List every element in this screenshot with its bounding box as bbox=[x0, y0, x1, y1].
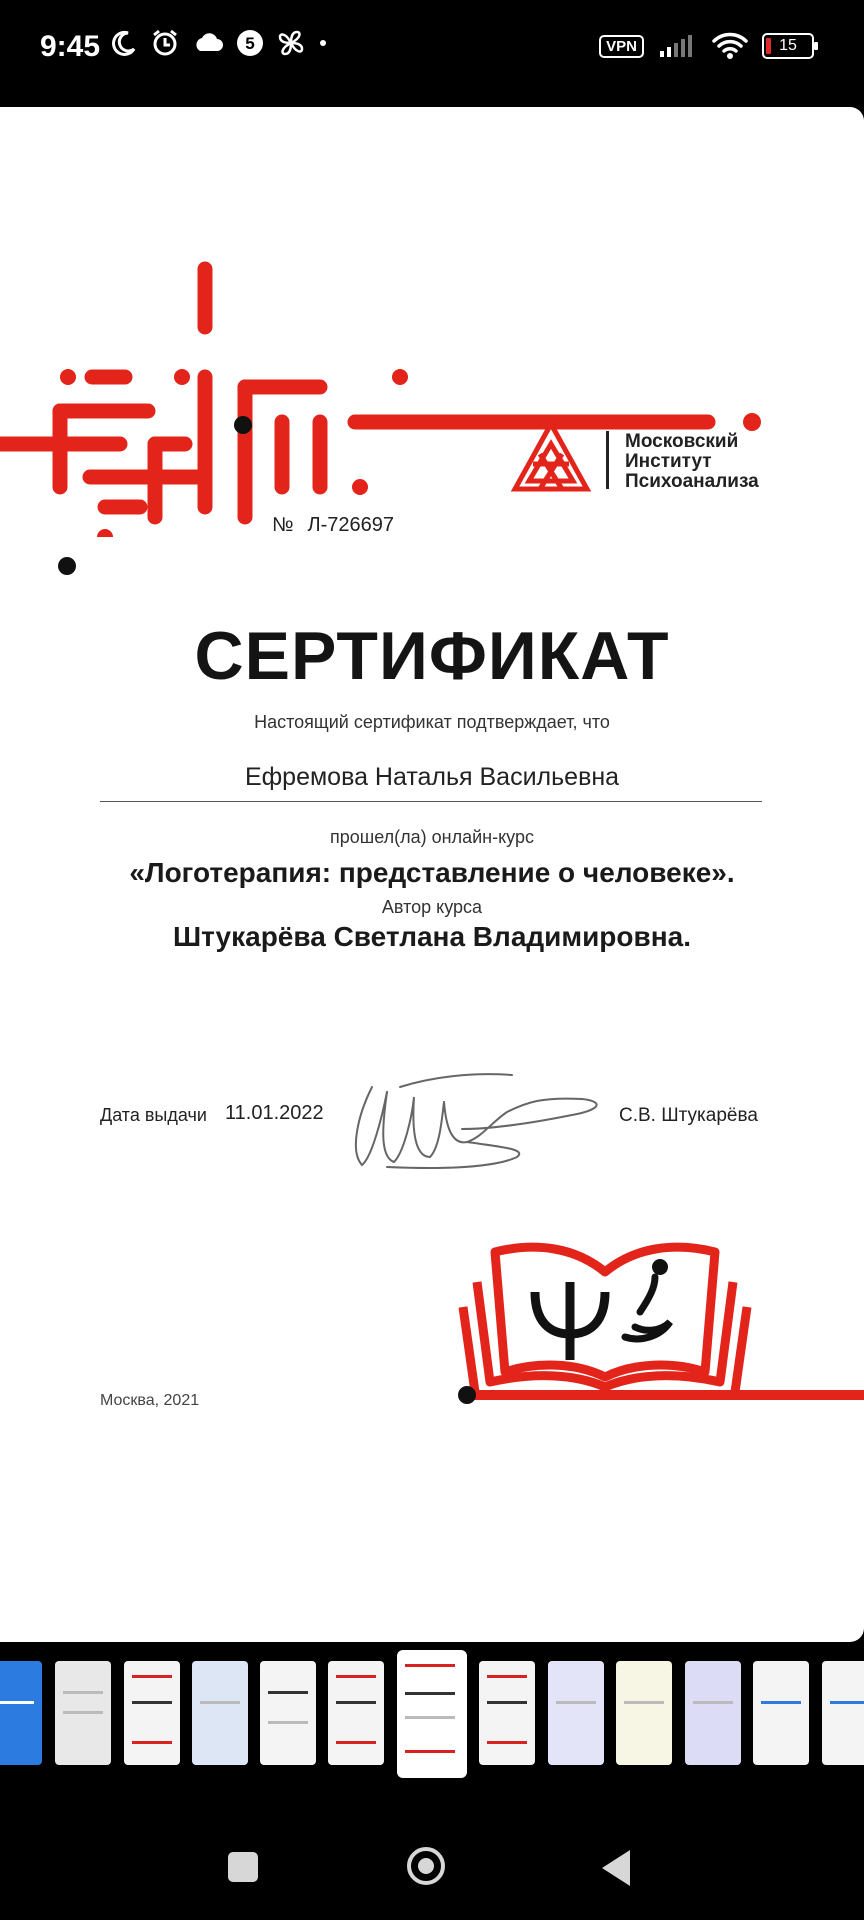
thumbnail[interactable] bbox=[260, 1661, 316, 1765]
certificate-subtitle: Настоящий сертификат подтверждает, что bbox=[254, 712, 610, 732]
app-badge-icon bbox=[236, 29, 264, 57]
battery-cap bbox=[814, 42, 818, 50]
svg-text:5: 5 bbox=[245, 34, 255, 53]
thumbnail[interactable] bbox=[753, 1661, 809, 1765]
city-year: Москва, 2021 bbox=[100, 1392, 200, 1409]
battery-level-fill bbox=[766, 38, 771, 54]
certificate-image[interactable] bbox=[0, 107, 864, 1642]
thumbnail[interactable] bbox=[479, 1661, 535, 1765]
thumbnail-strip[interactable] bbox=[0, 1650, 864, 1770]
author-label: Автор курса bbox=[381, 897, 483, 917]
black-dot-icon bbox=[56, 555, 78, 577]
clock: 9:45 bbox=[40, 30, 101, 63]
completed-label: прошел(ла) онлайн-курс bbox=[330, 827, 534, 847]
course-name: «Логотерапия: представление о человеке». bbox=[129, 857, 735, 888]
wifi-icon bbox=[712, 32, 748, 60]
thumbnail-active[interactable] bbox=[397, 1650, 467, 1778]
thumbnail[interactable] bbox=[685, 1661, 741, 1765]
handwritten-signature bbox=[342, 1057, 612, 1177]
thumbnail[interactable] bbox=[192, 1661, 248, 1765]
thumbnail[interactable] bbox=[55, 1661, 111, 1765]
certificate-title: СЕРТИФИКАТ bbox=[194, 618, 670, 694]
issue-date: 11.01.2022 bbox=[225, 1102, 324, 1124]
thumbnail[interactable] bbox=[822, 1661, 864, 1765]
battery-percent: 15 bbox=[779, 37, 797, 54]
recents-button[interactable] bbox=[228, 1852, 258, 1882]
status-bar bbox=[0, 0, 864, 100]
thumbnail[interactable] bbox=[328, 1661, 384, 1765]
pinwheel-icon bbox=[276, 28, 306, 58]
logo-divider bbox=[606, 431, 609, 489]
recipient-name: Ефремова Наталья Васильевна bbox=[244, 763, 620, 791]
vpn-badge: VPN bbox=[599, 35, 644, 58]
back-button[interactable] bbox=[602, 1850, 630, 1886]
number-value: Л-726697 bbox=[307, 514, 394, 536]
cloud-icon bbox=[192, 31, 224, 55]
institute-triangle-logo bbox=[510, 419, 592, 494]
system-icons bbox=[599, 32, 814, 60]
thumbnail[interactable] bbox=[124, 1661, 180, 1765]
institute-name-line2: Институт bbox=[625, 451, 712, 472]
home-button[interactable] bbox=[407, 1847, 445, 1885]
alarm-icon bbox=[150, 28, 180, 58]
battery-icon bbox=[762, 33, 814, 59]
black-dot-icon bbox=[456, 1384, 478, 1406]
issue-date-label: Дата выдачи bbox=[100, 1105, 207, 1125]
institute-name-line1: Московский bbox=[625, 431, 739, 452]
open-book-psi-logo bbox=[455, 1242, 864, 1402]
thumbnail[interactable] bbox=[0, 1661, 42, 1765]
certificate-number bbox=[272, 514, 394, 537]
notification-icons bbox=[110, 28, 328, 58]
thumbnail[interactable] bbox=[548, 1661, 604, 1765]
recipient-underline bbox=[100, 801, 762, 802]
dot-icon bbox=[318, 38, 328, 48]
signatory-name: С.В. Штукарёва bbox=[619, 1105, 758, 1126]
thumbnail[interactable] bbox=[616, 1661, 672, 1765]
institute-name bbox=[625, 432, 759, 492]
signal-icon bbox=[658, 33, 698, 59]
number-sign: № bbox=[272, 514, 294, 536]
author-name: Штукарёва Светлана Владимировна. bbox=[173, 921, 691, 952]
moon-icon bbox=[110, 29, 138, 57]
red-pattern-ornament bbox=[0, 257, 780, 537]
institute-name-line3: Психоанализа bbox=[625, 471, 759, 492]
